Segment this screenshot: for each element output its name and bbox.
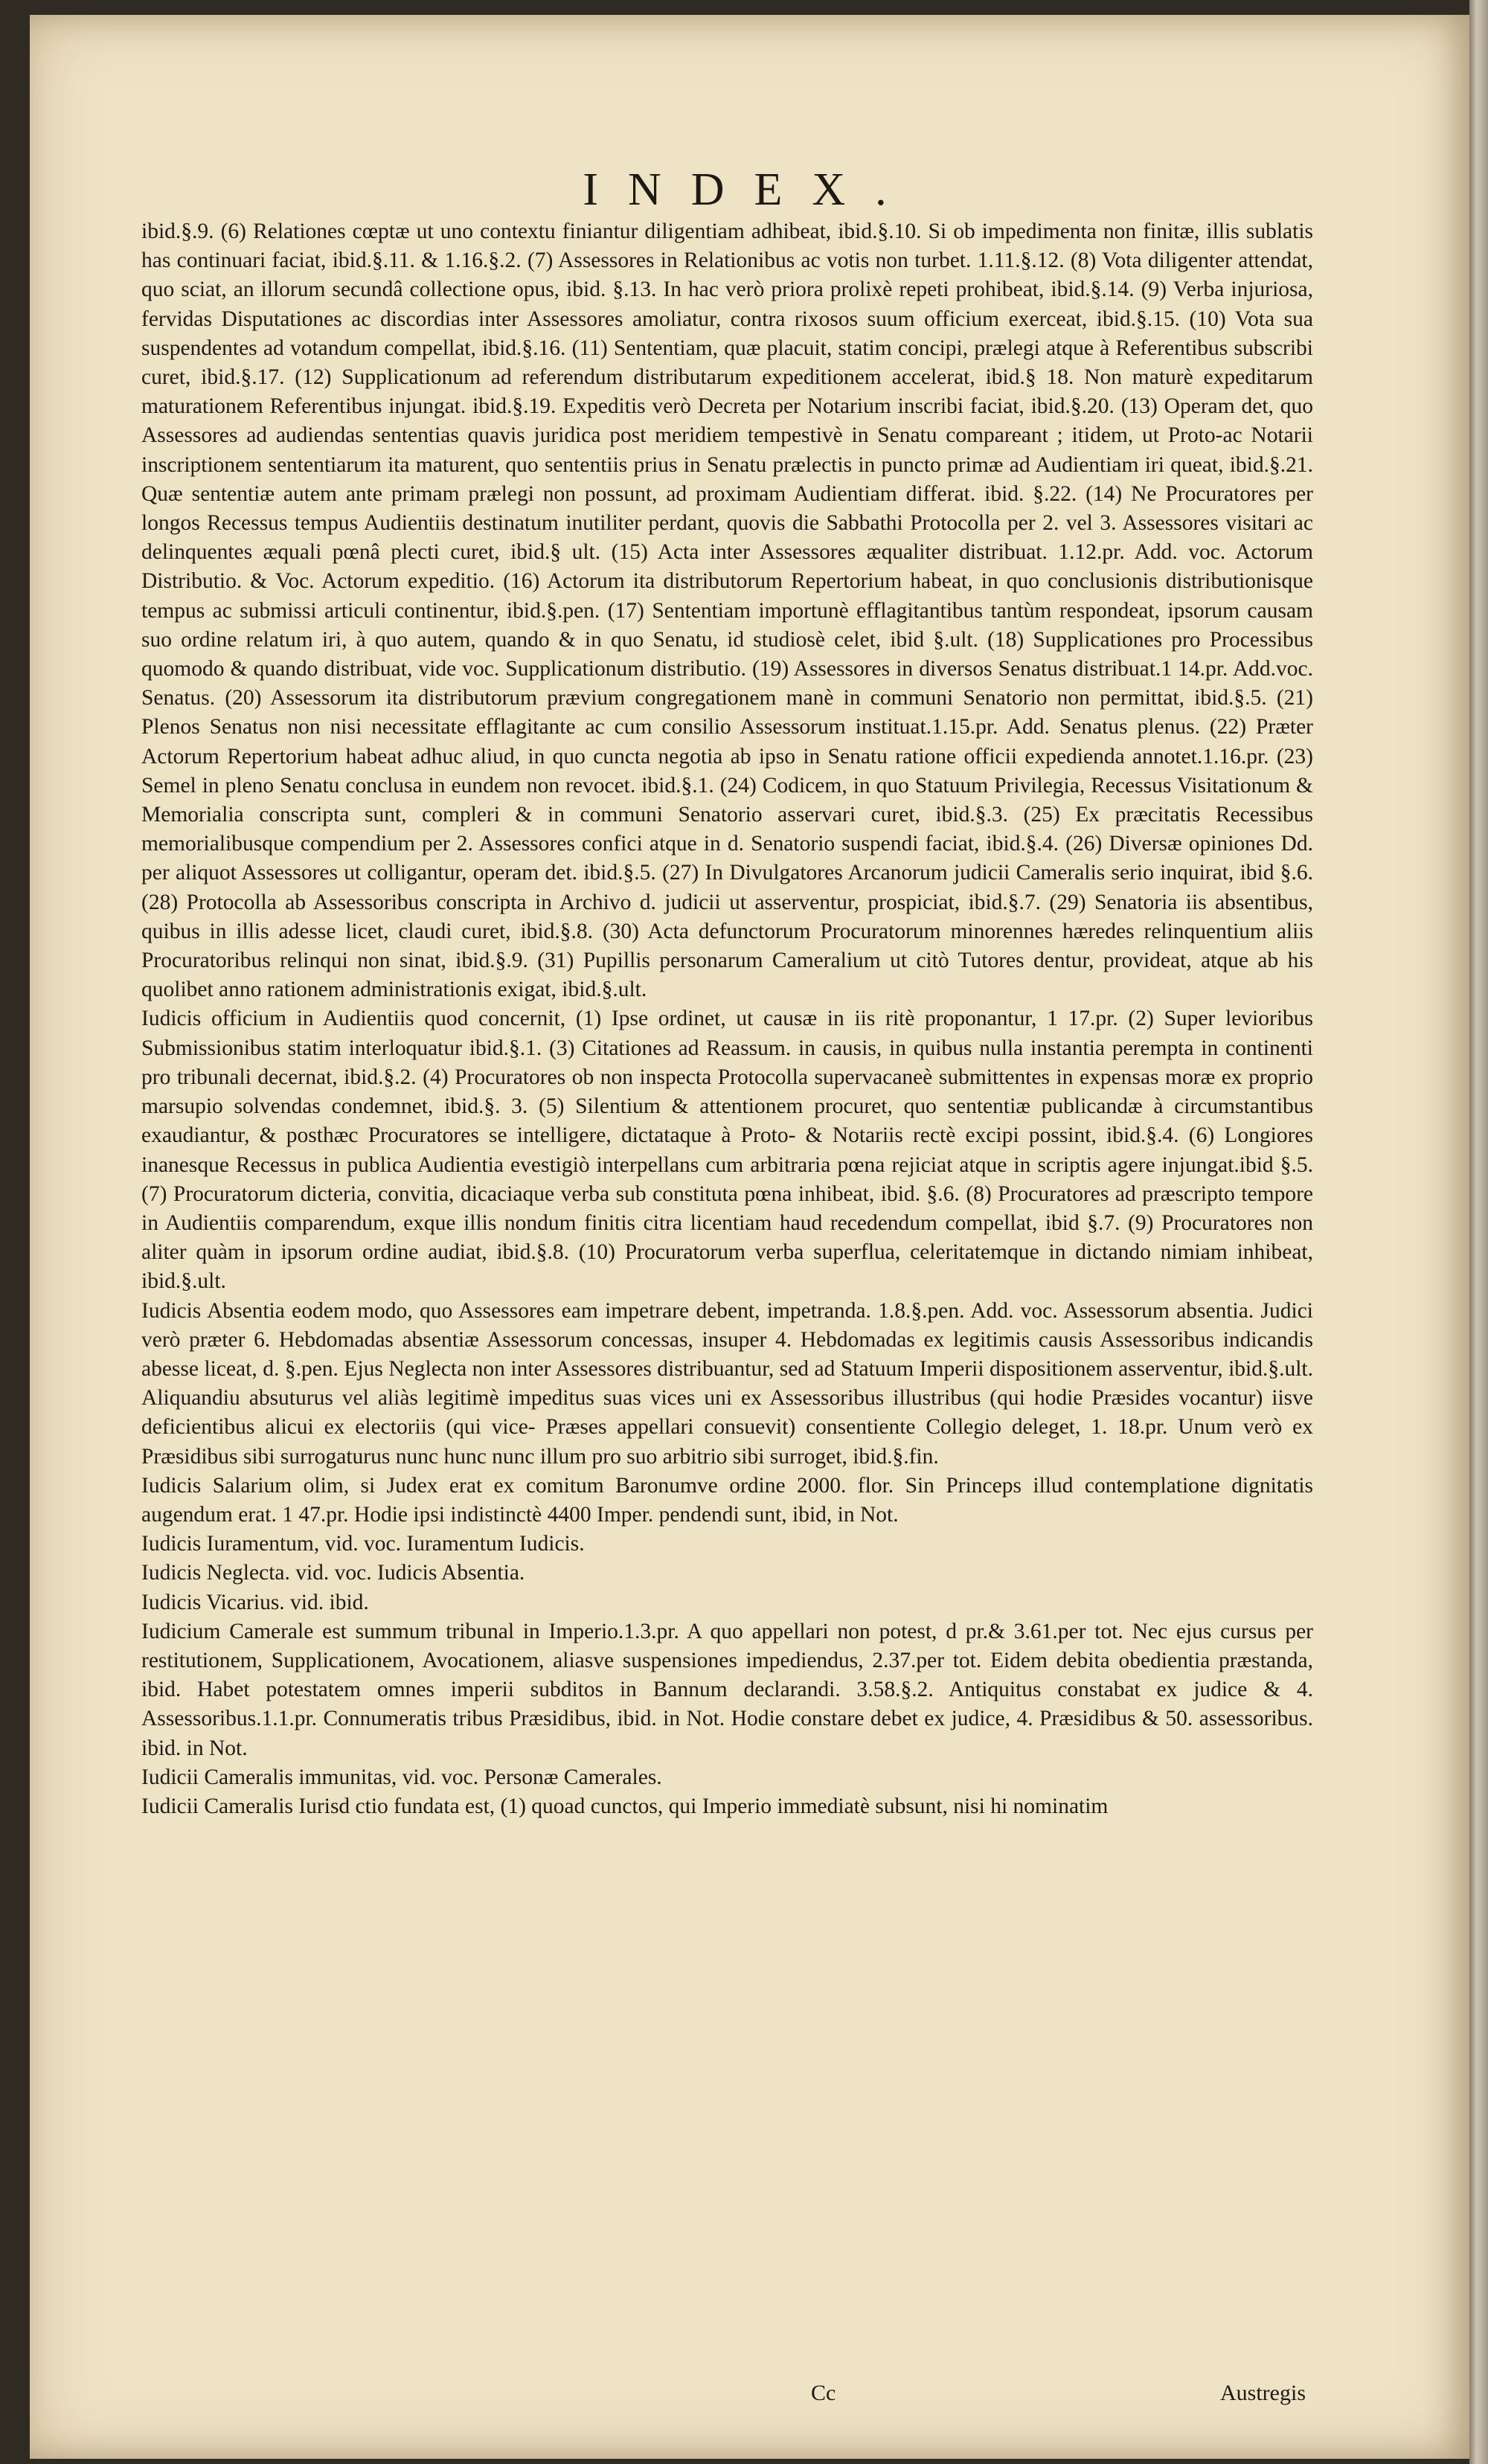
index-entry: Iudicii Cameralis immunitas, vid. voc. Personæ Camerales. <box>141 1765 662 1789</box>
index-entry: ibid.§.9. (6) Relationes cœptæ ut uno contextu finiantur diligentiam adhibeat, ibid.§.10. Si ob impedimenta non finitæ, illis sublatis has continuari faciat, ibid.§.11. & 1.16.§.2. (7) Assessores in Relationibus ac votis non turbet. 1.11.§.12. (8) Vota diligenter attendat, quo sciat, an illorum secundâ collectione opus, ibid. §.13. In hac verò priora prolixè repeti prohibeat, ibid.§.14. (9) Verba injuriosa, fervidas Disputationes ac discordias inter Assessores amoliatur, contra rixosos suum officium exerceat, ibid.§.15. (10) Vota sua suspendentes ad votandum compellat, ibid.§.16. (11) Sententiam, quæ placuit, statim concipi, prælegi atque à Referentibus subscribi curet, ibid.§.17. (12) Supplicationum ad referendum distributarum expeditionem accelerat, ibid.§ 18. Non maturè expeditarum maturationem Referentibus injungat. ibid.§.19. Expeditis verò Decreta per Notarium inscribi faciat, ibid.§.20. (13) Operam det, quo Assessores ad audiendas sententias quavis juridica post meridiem tempestivè in Senatu compareant ; itidem, ut Proto-ac Notarii inscriptionem sententiarum ita maturent, quo sententiis prius in Senatu prælectis in puncto primæ ad Audientiam iri queat, ibid.§.21. Quæ sententiæ autem ante primam prælegi non possunt, ad proximam Audientiam differat. ibid. §.22. (14) Ne Procuratores per longos Recessus tempus Audientiis destinatum inutiliter perdant, quovis die Sabbathi Protocolla per 2. vel 3. Assessores visitari ac delinquentes æquali pœnâ plecti curet, ibid.§ ult. (15) Acta inter Assessores æqualiter distribuat. 1.12.pr. Add. voc. Actorum Distributio. & Voc. Actorum expeditio. (16) Actorum ita distributorum Repertorium habeat, in quo conclusionis distributionisque tempus ac submissi articuli continentur, ibid.§.pen. (17) Sententiam importunè efflagitantibus tantùm respondeat, ipsorum causam suo ordine relatum iri, à quo autem, quando & in quo Senatu, id studiosè celet, ibid §.ult. (18) Supplicationes pro Processibus quomodo & quando distribuat, vide voc. Supplicationum distributio. (19) Assessores in diversos Senatus distribuat.1 14.pr. Add.voc. Senatus. (20) Assessorum ita distributorum prævium congregationem manè in communi Senatorio non permittat, ibid.§.5. (21) Plenos Senatus non nisi necessitate efflagitante ac cum consilio Assessorum instituat.1.15.pr. Add. Senatus plenus. (22) Præter Actorum Repertorium habeat adhuc aliud, in quo cuncta negotia ab ipso in Senatu ratione officii expedienda annotet.1.16.pr. (23) Semel in pleno Senatu conclusa in eundem non revocet. ibid.§.1. (24) Codicem, in quo Statuum Privilegia, Recessus Visitationum & Memorialia conscripta sunt, compleri & in communi Senatorio asservari curet, ibid.§.3. (25) Ex præcitatis Recessibus memorialibusque compendium per 2. Assessores confici atque in d. Senatorio suspendi faciat, ibid.§.4. (26) Diversæ opiniones Dd. per aliquot Assessores ut colligantur, operam det. ibid.§.5. (27) In Divulgatores Arcanorum judicii Cameralis serio inquirat, ibid §.6. (28) Protocolla ab Assessoribus conscripta in Archivo d. judicii ut asserventur, prospiciat, ibid.§.7. (29) Senatoria iis absentibus, quibus in illis adesse licet, claudi curet, ibid.§.8. (30) Acta defunctorum Procuratorum minorennes hæredes relinquentium aliis Procuratoribus relinqui non sinat, ibid.§.9. (31) Pupillis personarum Cameralium ut citò Tutores dentur, provideat, atque ab his quolibet anno rationem administrationis exigat, ibid.§.ult. <box>141 219 1313 1002</box>
index-entry: Iudicium Camerale est summum tribunal in Imperio.1.3.pr. A quo appellari non potest, d pr.& 3.61.per tot. Nec ejus cursus per restitutionem, Supplicationem, Avocationem, aliasve suspensiones impediendus, 2.37.per tot. Eidem debita obedientia præstanda, ibid. Habet potestatem omnes imperii subditos in Bannum declarandi. 3.58.§.2. Antiquitus constabat ex judice & 4. Assessoribus.1.1.pr. Connumeratis tribus Præsidibus, ibid. in Not. Hodie constare debet ex judice, 4. Præsidibus & 50. assessoribus. ibid. in Not. <box>141 1619 1313 1760</box>
index-entry: Iudicis Absentia eodem modo, quo Assessores eam impetrare debent, impetranda. 1.8.§.pen. Add. voc. Assessorum absentia. Judici verò præter 6. Hebdomadas absentiæ Assessorum concessas, insuper 4. Hebdomadas ex legitimis causis Assessoribus indicandis abesse liceat, d. §.pen. Ejus Neglecta non inter Assessores distribuantur, sed ad Statuum Imperii dispositionem asserventur, ibid.§.ult. Aliquandiu absuturus vel aliàs legitimè impeditus suas vices uni ex Assessoribus illustribus (qui hodie Præsides vocantur) iisve deficientibus alicui ex electoriis (qui vice- Præses appellari consuevit) consentiente Collegio deleget, 1. 18.pr. Unum verò ex Præsidibus sibi surrogaturus nunc hunc nunc illum pro suo arbitrio sibi surroget, ibid.§.fin. <box>141 1298 1313 1469</box>
book-page <box>30 15 1469 2459</box>
index-entry: Iudicis Iuramentum, vid. voc. Iuramentum Iudicis. <box>141 1532 585 1556</box>
page-title: INDEX. <box>583 164 917 215</box>
index-entry: Iudicis officium in Audientiis quod concernit, (1) Ipse ordinet, ut causæ in iis ritè proponantur, 1 17.pr. (2) Super levioribus Submissionibus statim interloquatur ibid.§.1. (3) Citationes ad Reassum. in causis, in quibus nulla instantia perempta in continenti pro tribunali decernat, ibid.§.2. (4) Procuratores ob non inspecta Protocolla supervacaneè submittentes in expensas moræ ex proprio marsupio solvendas condemnet, ibid.§. 3. (5) Silentium & attentionem procuret, quo sententiæ publicandæ à circumstantibus exaudiantur, & posthæc Procuratores se intelligere, dictataque à Proto- & Notariis rectè excipi possint, ibid.§.4. (6) Longiores inanesque Recessus in publica Audientia evestigiò interpellans cum arbitraria pœna rejiciat atque in scriptis agere injungat.ibid §.5. (7) Procuratorum dicteria, convitia, dicaciaque verba sub constituta pœna inhibeat, ibid. §.6. (8) Procuratores ad præscripto tempore in Audientiis comparendum, exque illis nondum finitis citra licentiam haud recedendum compellat, ibid §.7. (9) Procuratores non aliter quàm in ipsorum ordine audiat, ibid.§.8. (10) Procuratorum verba superflua, celeritatemque in dictando nimiam inhibeat, ibid.§.ult. <box>141 1007 1313 1294</box>
index-entry: Iudicis Salarium olim, si Judex erat ex comitum Baronumve ordine 2000. flor. Sin Princeps illud contemplatione dignitatis augendum erat. 1 47.pr. Hodie ipsi indistinctè 4400 Imper. pendendi sunt, ibid, in Not. <box>141 1473 1313 1527</box>
index-entry: Iudicis Neglecta. vid. voc. Iudicis Absentia. <box>141 1561 525 1585</box>
index-body <box>141 217 1313 1821</box>
signature-mark: Cc <box>811 2381 836 2405</box>
book-edge <box>1469 0 1488 2464</box>
catchword: Austregis <box>1220 2381 1306 2405</box>
index-entry: Iudicii Cameralis Iurisd ctio fundata est, (1) quoad cunctos, qui Imperio immediatè subsunt, nisi hi nominatim <box>141 1794 1109 1818</box>
index-entry: Iudicis Vicarius. vid. ibid. <box>141 1590 369 1614</box>
